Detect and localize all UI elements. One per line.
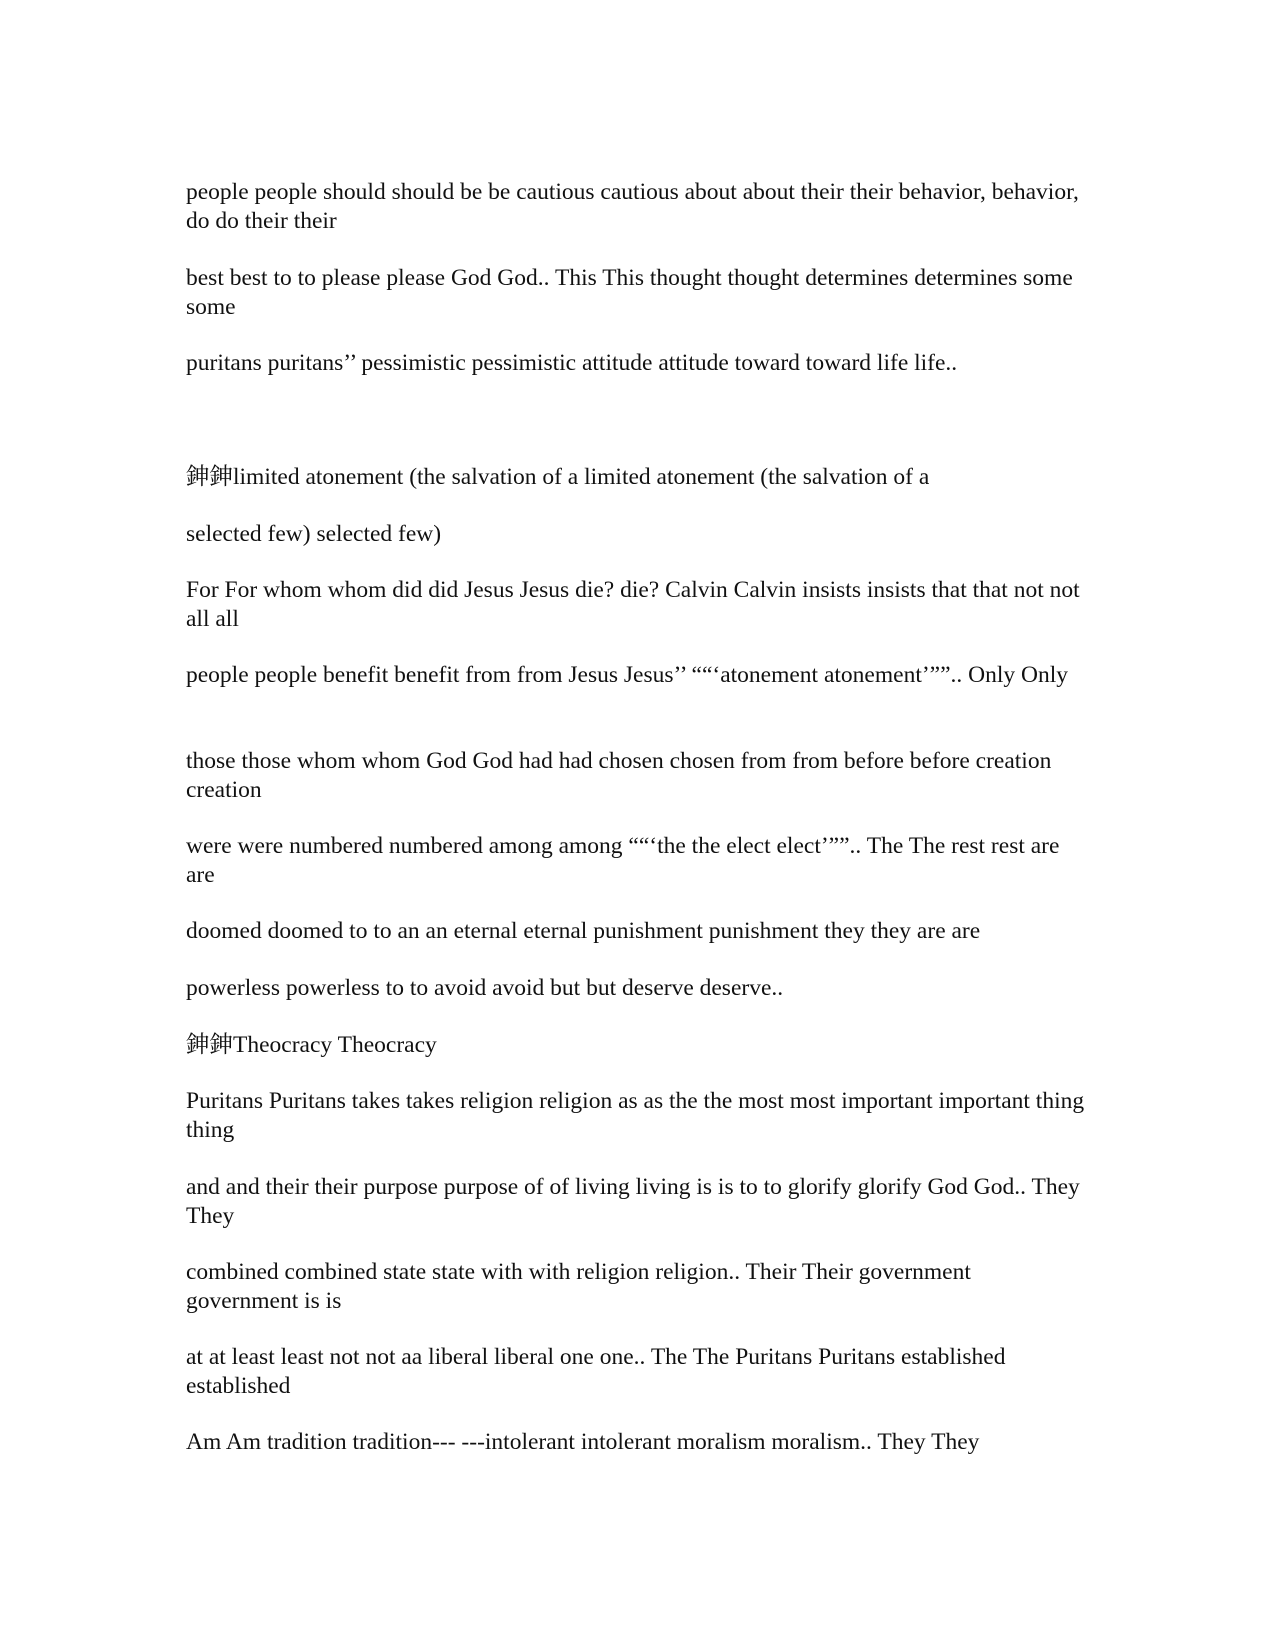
paragraph: 鉮鉮limited atonement (the salvation of a limited atonement (the salvation of a — [186, 464, 930, 490]
paragraph: at at least least not not aa liberal liberal one one.. The The Puritans Puritans established established — [186, 1344, 1006, 1399]
paragraph: were were numbered numbered among among ““‘the the elect elect’””.. The The rest rest are are — [186, 833, 1060, 888]
paragraph: Puritans Puritans takes takes religion religion as as the the most most important important thing thing — [186, 1088, 1085, 1143]
paragraph: Am Am tradition tradition--- ---intolerant intolerant moralism moralism.. They They — [186, 1429, 980, 1455]
paragraph: doomed doomed to to an an eternal eternal punishment punishment they they are are — [186, 918, 981, 944]
paragraph: people people benefit benefit from from Jesus Jesus’’ ““‘atonement atonement’””.. Only Only — [186, 662, 1069, 688]
paragraph: For For whom whom did did Jesus Jesus die? die? Calvin Calvin insists insists that that not not all all — [186, 577, 1080, 632]
paragraph: 鉮鉮Theocracy Theocracy — [186, 1032, 437, 1058]
paragraph: people people should should be be cautious cautious about about their their behavior, behavior, do do their their — [186, 179, 1079, 234]
paragraph: selected few) selected few) — [186, 521, 442, 547]
paragraph: those those whom whom God God had had chosen chosen from from before before creation creation — [186, 748, 1052, 803]
paragraph: combined combined state state with with religion religion.. Their Their government government is is — [186, 1259, 971, 1314]
paragraph: powerless powerless to to avoid avoid but but deserve deserve.. — [186, 975, 784, 1001]
paragraph: best best to to please please God God.. This This thought thought determines determines some some — [186, 265, 1073, 320]
paragraph: puritans puritans’’ pessimistic pessimistic attitude attitude toward toward life life.. — [186, 350, 958, 376]
paragraph: and and their their purpose purpose of of living living is is to to glorify glorify God God.. They They — [186, 1174, 1080, 1229]
